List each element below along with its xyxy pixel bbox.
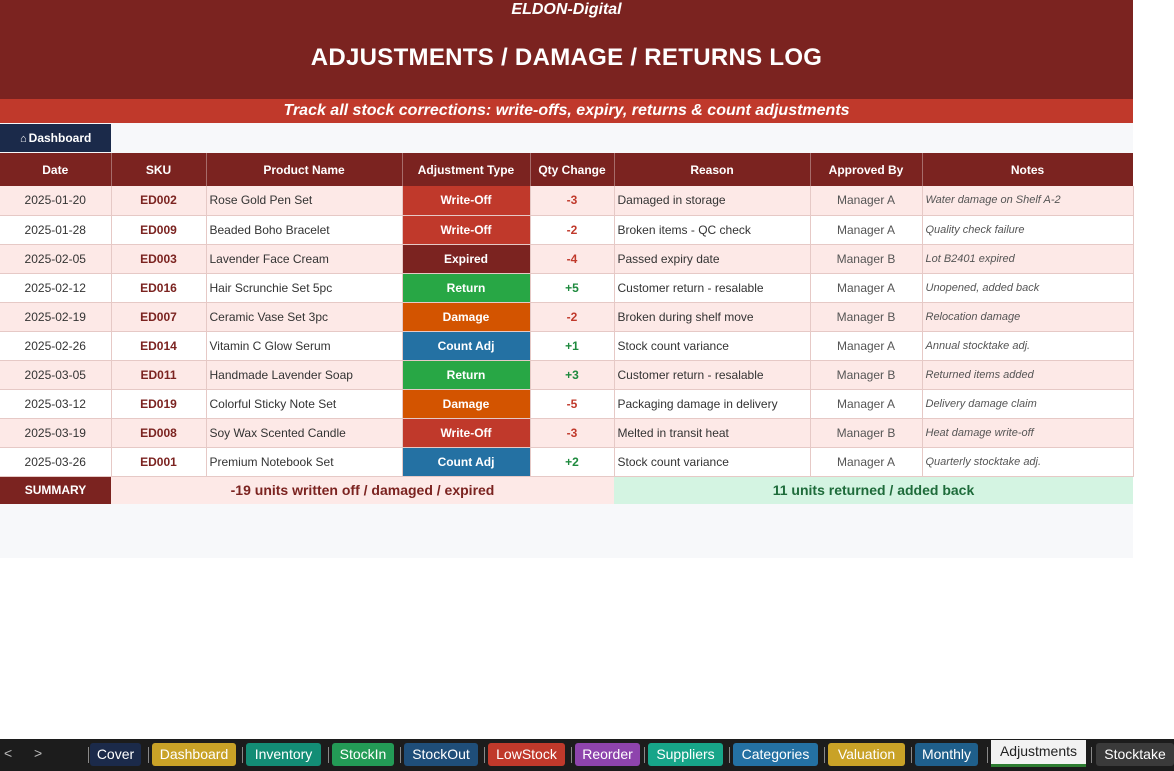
- table-row: [0, 273, 1133, 302]
- cell-date[interactable]: 2025-01-28: [0, 215, 111, 244]
- table-row: [0, 215, 1133, 244]
- tab-separator: [242, 747, 243, 763]
- cell-date[interactable]: 2025-03-12: [0, 389, 111, 418]
- column-header-adjustment-type[interactable]: Adjustment Type: [402, 153, 530, 186]
- cell-qty-change[interactable]: -4: [530, 244, 614, 273]
- cell-product-name[interactable]: Colorful Sticky Note Set: [206, 389, 402, 418]
- adjustments-table: [0, 153, 1134, 504]
- column-header-reason[interactable]: Reason: [614, 153, 810, 186]
- cell-reason[interactable]: Customer return - resalable: [614, 360, 810, 389]
- summary-positive[interactable]: 11 units returned / added back: [614, 476, 1133, 504]
- cell-reason[interactable]: Passed expiry date: [614, 244, 810, 273]
- home-icon: ⌂: [20, 133, 27, 145]
- cell-date[interactable]: 2025-02-26: [0, 331, 111, 360]
- cell-approved-by[interactable]: Manager A: [810, 389, 922, 418]
- cell-notes[interactable]: Relocation damage: [922, 302, 1133, 331]
- column-header-approved-by[interactable]: Approved By: [810, 153, 922, 186]
- cell-adjustment-type[interactable]: Count Adj: [402, 447, 530, 476]
- summary-label[interactable]: SUMMARY: [0, 476, 111, 504]
- tab-separator: [644, 747, 645, 763]
- cell-adjustment-type[interactable]: Return: [402, 360, 530, 389]
- table-row: [0, 186, 1133, 215]
- cell-adjustment-type[interactable]: Write-Off: [402, 186, 530, 215]
- cell-product-name[interactable]: Handmade Lavender Soap: [206, 360, 402, 389]
- tab-separator: [1091, 747, 1092, 763]
- cell-qty-change[interactable]: -3: [530, 186, 614, 215]
- cell-sku[interactable]: ED007: [111, 302, 206, 331]
- cell-qty-change[interactable]: -5: [530, 389, 614, 418]
- cell-reason[interactable]: Melted in transit heat: [614, 418, 810, 447]
- cell-reason[interactable]: Customer return - resalable: [614, 273, 810, 302]
- tab-separator: [328, 747, 329, 763]
- cell-date[interactable]: 2025-03-26: [0, 447, 111, 476]
- cell-date[interactable]: 2025-02-05: [0, 244, 111, 273]
- company-name: ELDON-Digital: [511, 1, 622, 18]
- cell-reason[interactable]: Damaged in storage: [614, 186, 810, 215]
- cell-qty-change[interactable]: -3: [530, 418, 614, 447]
- cell-product-name[interactable]: Lavender Face Cream: [206, 244, 402, 273]
- tab-separator: [987, 747, 988, 763]
- tab-separator: [148, 747, 149, 763]
- cell-qty-change[interactable]: +5: [530, 273, 614, 302]
- cell-approved-by[interactable]: Manager A: [810, 331, 922, 360]
- dashboard-link-label: Dashboard: [28, 131, 92, 145]
- cell-qty-change[interactable]: +1: [530, 331, 614, 360]
- cell-sku[interactable]: ED002: [111, 186, 206, 215]
- sheet-tab-dashboard[interactable]: Dashboard: [152, 743, 236, 766]
- cell-notes[interactable]: Lot B2401 expired: [922, 244, 1133, 273]
- cell-adjustment-type[interactable]: Damage: [402, 389, 530, 418]
- dashboard-link-button[interactable]: [0, 124, 111, 152]
- cell-product-name[interactable]: Ceramic Vase Set 3pc: [206, 302, 402, 331]
- cell-notes[interactable]: Quarterly stocktake adj.: [922, 447, 1133, 476]
- cell-qty-change[interactable]: -2: [530, 215, 614, 244]
- cell-approved-by[interactable]: Manager B: [810, 244, 922, 273]
- cell-notes[interactable]: Delivery damage claim: [922, 389, 1133, 418]
- sheet-tab-categories[interactable]: Categories: [733, 743, 818, 766]
- cell-sku[interactable]: ED008: [111, 418, 206, 447]
- cell-qty-change[interactable]: +2: [530, 447, 614, 476]
- cell-approved-by[interactable]: Manager A: [810, 447, 922, 476]
- cell-reason[interactable]: Stock count variance: [614, 331, 810, 360]
- cell-date[interactable]: 2025-03-19: [0, 418, 111, 447]
- sheet-tab-stockin[interactable]: StockIn: [332, 743, 394, 766]
- tab-separator: [729, 747, 730, 763]
- cell-approved-by[interactable]: Manager B: [810, 360, 922, 389]
- sheet-tab-inventory[interactable]: Inventory: [246, 743, 321, 766]
- cell-reason[interactable]: Broken items - QC check: [614, 215, 810, 244]
- next-sheet-icon[interactable]: >: [34, 745, 43, 761]
- table-row: [0, 389, 1133, 418]
- cell-notes[interactable]: Water damage on Shelf A-2: [922, 186, 1133, 215]
- sheet-tab-valuation[interactable]: Valuation: [828, 743, 905, 766]
- sheet-tab-adjustments[interactable]: Adjustments: [991, 740, 1086, 767]
- sheet-tab-reorder[interactable]: Reorder: [575, 743, 640, 766]
- cell-adjustment-type[interactable]: Write-Off: [402, 215, 530, 244]
- cell-adjustment-type[interactable]: Expired: [402, 244, 530, 273]
- cell-notes[interactable]: Heat damage write-off: [922, 418, 1133, 447]
- sheet-tab-lowstock[interactable]: LowStock: [488, 743, 565, 766]
- cell-approved-by[interactable]: Manager A: [810, 273, 922, 302]
- cell-sku[interactable]: ED001: [111, 447, 206, 476]
- cell-adjustment-type[interactable]: Count Adj: [402, 331, 530, 360]
- sheet-tab-suppliers[interactable]: Suppliers: [648, 743, 723, 766]
- cell-sku[interactable]: ED016: [111, 273, 206, 302]
- table-header-row: [0, 153, 1133, 186]
- cell-approved-by[interactable]: Manager A: [810, 186, 922, 215]
- column-header-notes[interactable]: Notes: [922, 153, 1133, 186]
- table-row: [0, 447, 1133, 476]
- tab-separator: [400, 747, 401, 763]
- prev-sheet-icon[interactable]: <: [4, 745, 13, 761]
- sheet-tab-stocktake[interactable]: Stocktake: [1096, 743, 1174, 766]
- cell-adjustment-type[interactable]: Return: [402, 273, 530, 302]
- cell-qty-change[interactable]: +3: [530, 360, 614, 389]
- tab-separator: [911, 747, 912, 763]
- cell-product-name[interactable]: Vitamin C Glow Serum: [206, 331, 402, 360]
- cell-sku[interactable]: ED019: [111, 389, 206, 418]
- column-header-date[interactable]: Date: [0, 153, 111, 186]
- cell-notes[interactable]: Quality check failure: [922, 215, 1133, 244]
- column-header-product-name[interactable]: Product Name: [206, 153, 402, 186]
- sheet-tab-cover[interactable]: Cover: [90, 743, 141, 766]
- summary-negative[interactable]: -19 units written off / damaged / expired: [111, 476, 614, 504]
- tab-separator: [824, 747, 825, 763]
- cell-date[interactable]: 2025-03-05: [0, 360, 111, 389]
- cell-approved-by[interactable]: Manager A: [810, 215, 922, 244]
- sheet-tab-bar: [0, 739, 1174, 771]
- page-title: ADJUSTMENTS / DAMAGE / RETURNS LOG: [310, 44, 823, 71]
- cell-sku[interactable]: ED009: [111, 215, 206, 244]
- cell-product-name[interactable]: Hair Scrunchie Set 5pc: [206, 273, 402, 302]
- tab-separator: [484, 747, 485, 763]
- header-band: [0, 0, 1133, 99]
- cell-adjustment-type[interactable]: Write-Off: [402, 418, 530, 447]
- sheet-tab-stockout[interactable]: StockOut: [404, 743, 478, 766]
- column-header-qty-change[interactable]: Qty Change: [530, 153, 614, 186]
- cell-notes[interactable]: Returned items added: [922, 360, 1133, 389]
- cell-date[interactable]: 2025-02-12: [0, 273, 111, 302]
- table-row: [0, 331, 1133, 360]
- table-row: [0, 302, 1133, 331]
- table-row: [0, 418, 1133, 447]
- cell-reason[interactable]: Stock count variance: [614, 447, 810, 476]
- tab-separator: [571, 747, 572, 763]
- cell-date[interactable]: 2025-02-19: [0, 302, 111, 331]
- cell-product-name[interactable]: Beaded Boho Bracelet: [206, 215, 402, 244]
- cell-reason[interactable]: Packaging damage in delivery: [614, 389, 810, 418]
- cell-adjustment-type[interactable]: Damage: [402, 302, 530, 331]
- cell-sku[interactable]: ED014: [111, 331, 206, 360]
- cell-date[interactable]: 2025-01-20: [0, 186, 111, 215]
- cell-sku[interactable]: ED003: [111, 244, 206, 273]
- cell-notes[interactable]: Unopened, added back: [922, 273, 1133, 302]
- column-header-sku[interactable]: SKU: [111, 153, 206, 186]
- tab-separator: [88, 747, 89, 763]
- summary-row: [0, 476, 1133, 504]
- cell-qty-change[interactable]: -2: [530, 302, 614, 331]
- cell-reason[interactable]: Broken during shelf move: [614, 302, 810, 331]
- cell-approved-by[interactable]: Manager B: [810, 302, 922, 331]
- table-row: [0, 360, 1133, 389]
- table-row: [0, 244, 1133, 273]
- cell-sku[interactable]: ED011: [111, 360, 206, 389]
- cell-notes[interactable]: Annual stocktake adj.: [922, 331, 1133, 360]
- cell-product-name[interactable]: Soy Wax Scented Candle: [206, 418, 402, 447]
- page-subtitle: Track all stock corrections: write-offs, expiry, returns & count adjustments: [0, 99, 1133, 123]
- cell-product-name[interactable]: Rose Gold Pen Set: [206, 186, 402, 215]
- cell-approved-by[interactable]: Manager B: [810, 418, 922, 447]
- sheet-tab-monthly[interactable]: Monthly: [915, 743, 978, 766]
- cell-product-name[interactable]: Premium Notebook Set: [206, 447, 402, 476]
